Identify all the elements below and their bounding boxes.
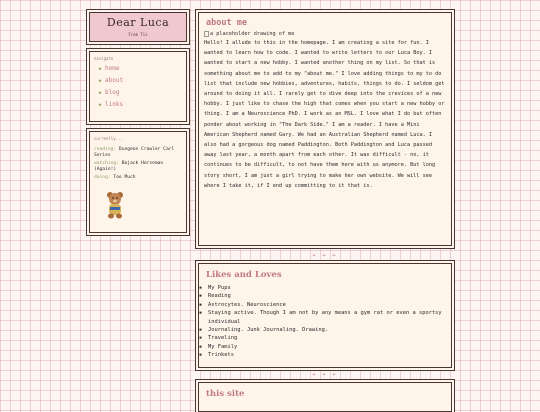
nav-link-blog[interactable] bbox=[99, 89, 186, 96]
currently-panel bbox=[89, 131, 187, 233]
broken-image-icon bbox=[204, 31, 209, 37]
about-body: Hello! I allude to this in the homepage. I am creating a site for fun. I wanted to learn how to code. I wanted to write letters to our Luca Boy. I wanted to start a new hobby. I wanted another thing on my list. So that is something about me to add to my "about me." I love adding things to my to do list that include new hobbies, adventures, habits, things to do. I seldom get around to doing it all. I rarely get to dive deep into the crevices of a new hobby. I just like to chase the high that comes when you start a new hobby or thing. I am a Neuroscience PhD. I work as an MSL. I love what I do but often ponder about working in "The Dark Side." I am a reader. I have a Mini American Shepherd named Gary. We had an Australian Shepherd named Luca. I also had a gorgeous dog named Paddington. Both Paddington and Luca passed away last year, a month apart from each other. It was difficult - no, it continues to be difficult, to not have them here with us anymore. But long story short, I am just a girl trying to make her own website. We will see where I take it, if I end up committing to it that is. bbox=[204, 40, 445, 189]
list-item: ▪ Staying active. Though I am not by any means a gym rat or even a sportsy individual bbox=[204, 309, 446, 326]
about-title: about me bbox=[206, 18, 247, 28]
about-section bbox=[198, 12, 452, 246]
triangle-bullet-icon: ▶ bbox=[99, 66, 103, 72]
triangle-bullet-icon: ▶ bbox=[99, 78, 103, 84]
currently-row-watching: watching: Bojack Horseman (Again!) bbox=[94, 161, 164, 172]
likes-section bbox=[198, 263, 452, 368]
nav-link-label: home bbox=[105, 65, 120, 72]
currently-row-doing: doing: Too Much bbox=[94, 175, 136, 180]
section-divider: + + + bbox=[312, 253, 338, 259]
list-item: ▪ My Family bbox=[204, 343, 446, 351]
nav-link-label: blog bbox=[105, 89, 120, 96]
triangle-bullet-icon: ▶ bbox=[99, 90, 103, 96]
nav-panel bbox=[89, 51, 187, 122]
currently-row-reading: reading: Dungeon Crawler Carl Series bbox=[94, 147, 175, 158]
site-header bbox=[89, 12, 187, 42]
nav-link-about[interactable] bbox=[99, 77, 186, 84]
list-item: ▪ Reading bbox=[204, 292, 446, 300]
this-site-section bbox=[198, 382, 452, 412]
nav-link-label: links bbox=[105, 101, 124, 108]
section-divider: + + + bbox=[312, 372, 338, 378]
triangle-bullet-icon: ▶ bbox=[99, 102, 103, 108]
nav-link-label: about bbox=[105, 77, 124, 84]
teddy-bear-image bbox=[104, 190, 126, 220]
nav-list bbox=[99, 65, 186, 108]
list-item: ▪ Astrocytes. Neuroscience bbox=[204, 301, 446, 309]
nav-link-links[interactable] bbox=[99, 101, 186, 108]
likes-title: Likes and Loves bbox=[206, 270, 282, 280]
nav-heading: navigate bbox=[94, 56, 114, 61]
likes-list bbox=[204, 284, 446, 360]
nav-link-home[interactable] bbox=[99, 65, 186, 72]
currently-heading: currently... bbox=[94, 136, 123, 141]
list-item: ▪ Trinkets bbox=[204, 351, 446, 359]
site-title: Dear Luca bbox=[106, 16, 170, 29]
this-site-title: this site bbox=[206, 389, 245, 399]
list-item: ▪ My Pups bbox=[204, 284, 446, 292]
list-item: ▪ Traveling bbox=[204, 334, 446, 342]
list-item: ▪ Journaling. Junk Journaling. Drawing. bbox=[204, 326, 446, 334]
profile-image-alt: a placeholder drawing of me bbox=[210, 31, 295, 37]
profile-image-placeholder bbox=[204, 31, 446, 37]
site-subtitle: From Tis bbox=[128, 32, 148, 37]
